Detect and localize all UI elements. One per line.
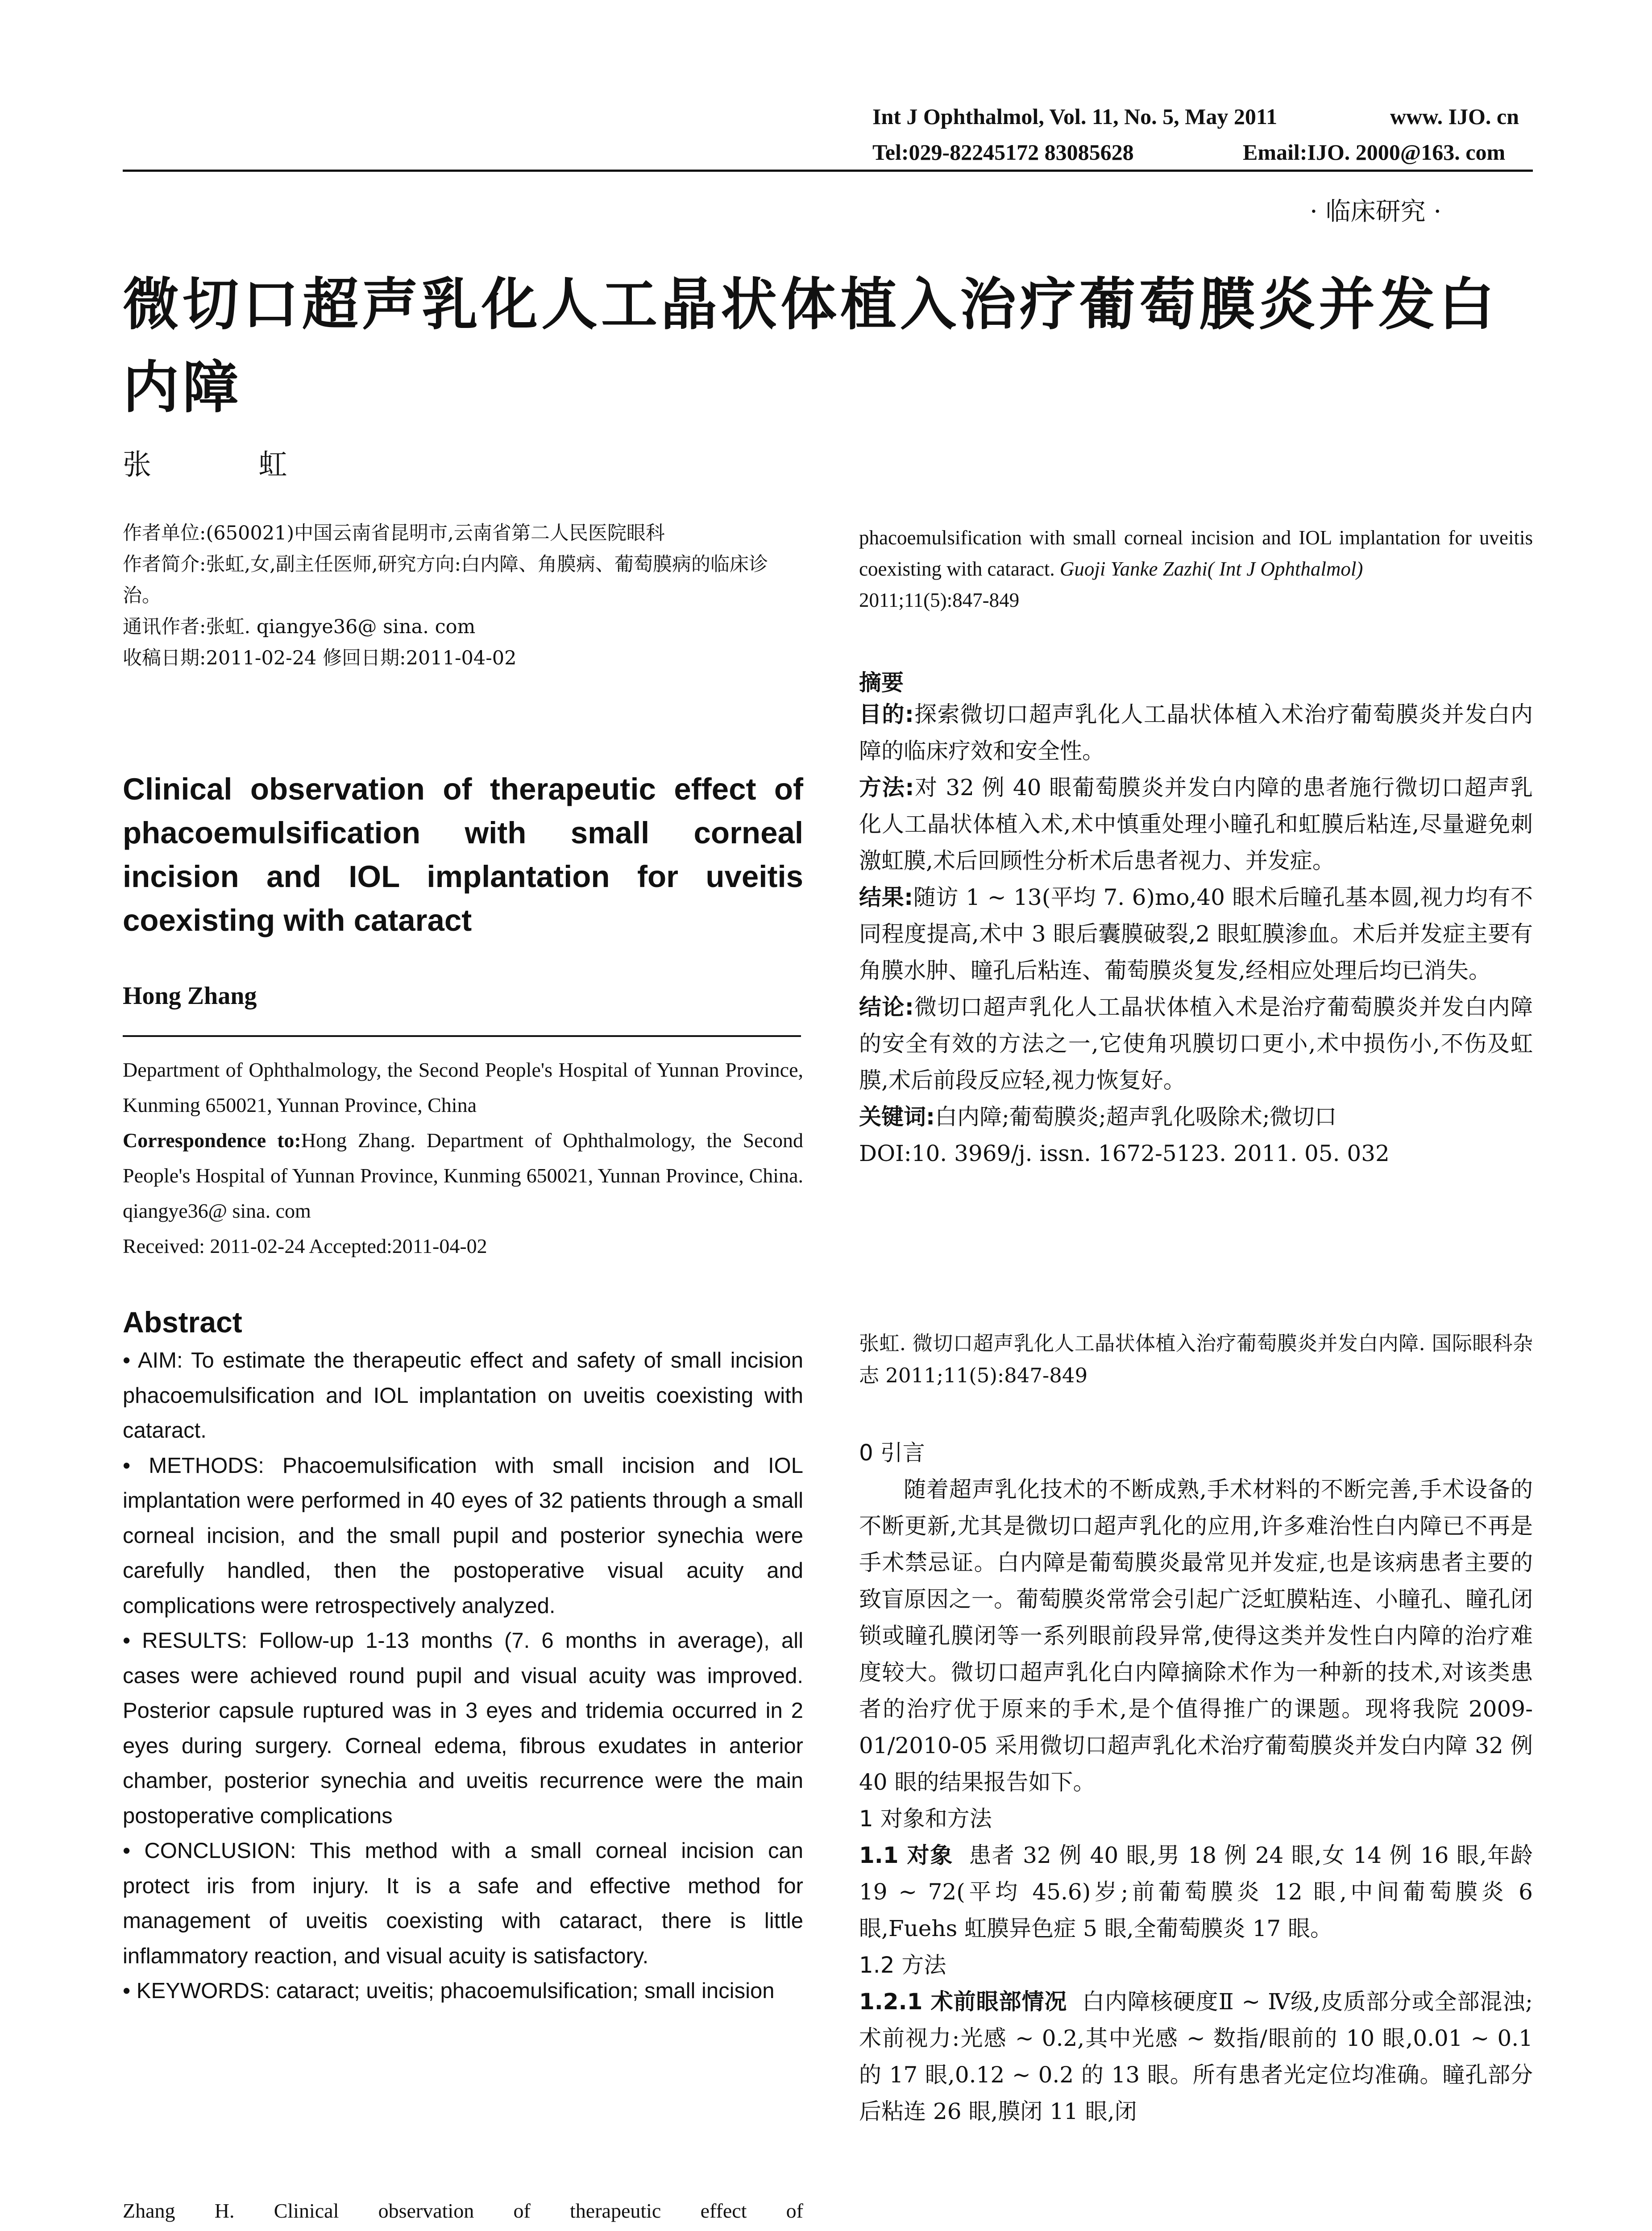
abstract-cn-conclusion xyxy=(859,989,1533,1099)
correspondence-label: Correspondence to: xyxy=(123,1129,301,1152)
author-rule xyxy=(123,1035,801,1037)
section121-label: 1.2.1 术前眼部情况 xyxy=(859,1989,1067,2015)
abstract-cn-aim xyxy=(859,696,1533,769)
section-tag: · 临床研究 · xyxy=(1310,197,1442,226)
aim-text-cn: 探索微切口超声乳化人工晶状体植入术治疗葡萄膜炎并发白内障的临床疗效和安全性。 xyxy=(859,701,1533,764)
citation-en-continued xyxy=(859,522,1533,616)
doi: DOI:10. 3969/j. issn. 1672-5123. 2011. 05. 032 xyxy=(859,1140,1390,1166)
affiliation-block xyxy=(123,1052,803,1264)
abstract-cn-methods xyxy=(859,769,1533,879)
intro-paragraph: 随着超声乳化技术的不断成熟,手术材料的不断完善,手术设备的不断更新,尤其是微切口超声乳化的应用,许多难治性白内障已不再是手术禁忌证。白内障是葡萄膜炎最常见并发症,也是该病患者主要的致盲原因之一。葡萄膜炎常常会引起广泛虹膜粘连、小瞳孔、瞳孔闭锁或瞳孔膜闭等一系列眼前段异常,使得这类并发性白内障的治疗难度较大。微切口超声乳化白内障摘除术作为一种新的技术,对该类患者的治疗优于原来的手术,是个值得推广的课题。现将我院 2009-01/2010-05 采用微切口超声乳化术治疗葡萄膜炎并发白内障 32 例 40 眼的结果报告如下。 xyxy=(859,1476,1533,1795)
section11-paragraph xyxy=(859,1837,1533,1947)
abstract-cn-keywords xyxy=(859,1099,1533,1135)
keywords-text-cn: 白内障;葡萄膜炎;超声乳化吸除术;微切口 xyxy=(935,1104,1337,1130)
abstract-en-results: • RESULTS: Follow-up 1-13 months (7. 6 months in average), all cases were achieved round pupil and visual acuity was improved. Posterior capsule ruptured was in 3 eyes and tridemia occurred in 2 eyes during surgery. Corneal edema, fibrous exudates in anterior chamber, posterior synechia and uveitis recurrence were the main postoperative complications xyxy=(123,1629,803,1828)
abstract-cn xyxy=(859,696,1533,1172)
author-en: Hong Zhang xyxy=(123,982,257,1010)
correspondence-cn: 通讯作者:张虹. qiangye36@ sina. com xyxy=(123,616,476,638)
journal-tel: Tel:029-82245172 83085628 xyxy=(872,140,1134,165)
methods-text-cn: 对 32 例 40 眼葡萄膜炎并发白内障的患者施行微切口超声乳化人工晶状体植入术,术中慎重处理小瞳孔和虹膜后粘连,尽量避免刺激虹膜,术后回顾性分析术后患者视力、并发症。 xyxy=(859,775,1533,874)
section12-heading: 1.2 方法 xyxy=(859,1952,946,1978)
journal-email: Email:IJO. 2000@163. com xyxy=(1243,140,1506,165)
journal-info: Int J Ophthalmol, Vol. 11, No. 5, May 2011 xyxy=(872,104,1278,129)
abstract-en-keywords: • KEYWORDS: cataract; uveitis; phacoemulsification; small incision xyxy=(123,1979,775,2003)
abstract-heading-cn: 摘要 xyxy=(859,670,904,696)
affiliation-cn: 作者单位:(650021)中国云南省昆明市,云南省第二人民医院眼科 xyxy=(123,522,665,544)
citation-en-volume: 2011;11(5):847-849 xyxy=(859,589,1020,611)
abstract-en-methods: • METHODS: Phacoemulsification with small incision and IOL implantation were performed in 40 eyes of 32 patients through a small corneal incision, and the small pupil and posterior synechia were carefully handled, then the postoperative visual acuity and complications were retrospectively analyzed. xyxy=(123,1453,803,1618)
citation-en-journal: Guoji Yanke Zazhi( Int J Ophthalmol) xyxy=(1059,558,1363,580)
author-meta-cn xyxy=(123,518,803,674)
affiliation-en: Department of Ophthalmology, the Second People's Hospital of Yunnan Province, Kunming 650021, Yunnan Province, China xyxy=(123,1058,803,1116)
abstract-heading-en: Abstract xyxy=(123,1306,242,1339)
journal-website: www. IJO. cn xyxy=(1390,104,1519,129)
results-label-cn: 结果: xyxy=(859,884,913,910)
correspondence-en xyxy=(123,1123,803,1228)
header-rule xyxy=(123,170,1533,172)
abstract-en-aim: • AIM: To estimate the therapeutic effect and safety of small incision phacoemulsification and IOL implantation on uveitis coexisting with cataract. xyxy=(123,1348,803,1443)
methods-label-cn: 方法: xyxy=(859,775,914,800)
conclusion-text-cn: 微切口超声乳化人工晶状体植入术是治疗葡萄膜炎并发白内障的安全有效的方法之一,它使角巩膜切口更小,术中损伤小,不伤及虹膜,术后前段反应轻,视力恢复好。 xyxy=(859,994,1533,1093)
title-cn: 微切口超声乳化人工晶状体植入治疗葡萄膜炎并发白内障 xyxy=(123,272,1498,420)
results-text-cn: 随访 1 ~ 13(平均 7. 6)mo,40 眼术后瞳孔基本圆,视力均有不同程度提高,术中 3 眼后囊膜破裂,2 眼虹膜渗血。术后并发症主要有角膜水肿、瞳孔后粘连、葡萄膜炎复发,经相应处理后均已消失。 xyxy=(859,884,1533,983)
section121-paragraph xyxy=(859,1983,1533,2130)
conclusion-label-cn: 结论: xyxy=(859,994,914,1020)
section1-heading: 1 对象和方法 xyxy=(859,1806,992,1832)
section11-label: 1.1 对象 xyxy=(859,1842,954,1868)
section121-text: 白内障核硬度Ⅱ ~ Ⅳ级,皮质部分或全部混浊;术前视力:光感 ~ 0.2,其中光感 ~ 数指/眼前的 10 眼,0.01 ~ 0.1 的 17 眼,0.12 ~ 0.2 的 13 眼。所有患者光定位均准确。瞳孔部分后粘连 26 眼,膜闭 11 眼,闭 xyxy=(859,1989,1533,2124)
correspondence-text: Hong Zhang. Department of Ophthalmology, the Second People's Hospital of Yunnan Province, Kunming 650021, Yunnan Province, China. qiangye36@ sina. com xyxy=(123,1129,803,1222)
author-cn: 张 虹 xyxy=(123,448,336,481)
citation-en-start: Zhang H. Clinical observation of therapeutic effect of xyxy=(123,2199,803,2222)
intro-heading: 0 引言 xyxy=(859,1440,925,1466)
aim-label-cn: 目的: xyxy=(859,701,914,727)
citation-en-cont: phacoemulsification with small corneal incision and IOL implantation for uveitis coexisting with cataract. xyxy=(859,527,1533,580)
abstract-en-conclusion: • CONCLUSION: This method with a small corneal incision can protect iris from injury. It is a safe and effective method for management of uveitis coexisting with cataract, there is little inflammatory reaction, and visual acuity is satisfactory. xyxy=(123,1839,803,1968)
body-cn xyxy=(859,1435,1533,2130)
received-en: Received: 2011-02-24 Accepted:2011-04-02 xyxy=(123,1235,487,1257)
section11-text: 患者 32 例 40 眼,男 18 例 24 眼,女 14 例 16 眼,年龄 19 ~ 72(平均 45.6)岁;前葡萄膜炎 12 眼,中间葡萄膜炎 6 眼,Fuehs 虹膜异色症 5 眼,全葡萄膜炎 17 眼。 xyxy=(859,1842,1533,1941)
title-en: Clinical observation of therapeutic effect of phacoemulsification with small corneal incision and IOL implantation for uveitis coexisting with cataract xyxy=(123,772,803,937)
bio-cn: 作者简介:张虹,女,副主任医师,研究方向:白内障、角膜病、葡萄膜病的临床诊治。 xyxy=(123,553,768,607)
keywords-label-cn: 关键词: xyxy=(859,1104,935,1130)
dates-cn: 收稿日期:2011-02-24 修回日期:2011-04-02 xyxy=(123,647,517,669)
citation-cn: 张虹. 微切口超声乳化人工晶状体植入治疗葡萄膜炎并发白内障. 国际眼科杂志 2011;11(5):847-849 xyxy=(859,1331,1533,1387)
abstract-en xyxy=(123,1343,803,2009)
abstract-cn-results xyxy=(859,879,1533,989)
